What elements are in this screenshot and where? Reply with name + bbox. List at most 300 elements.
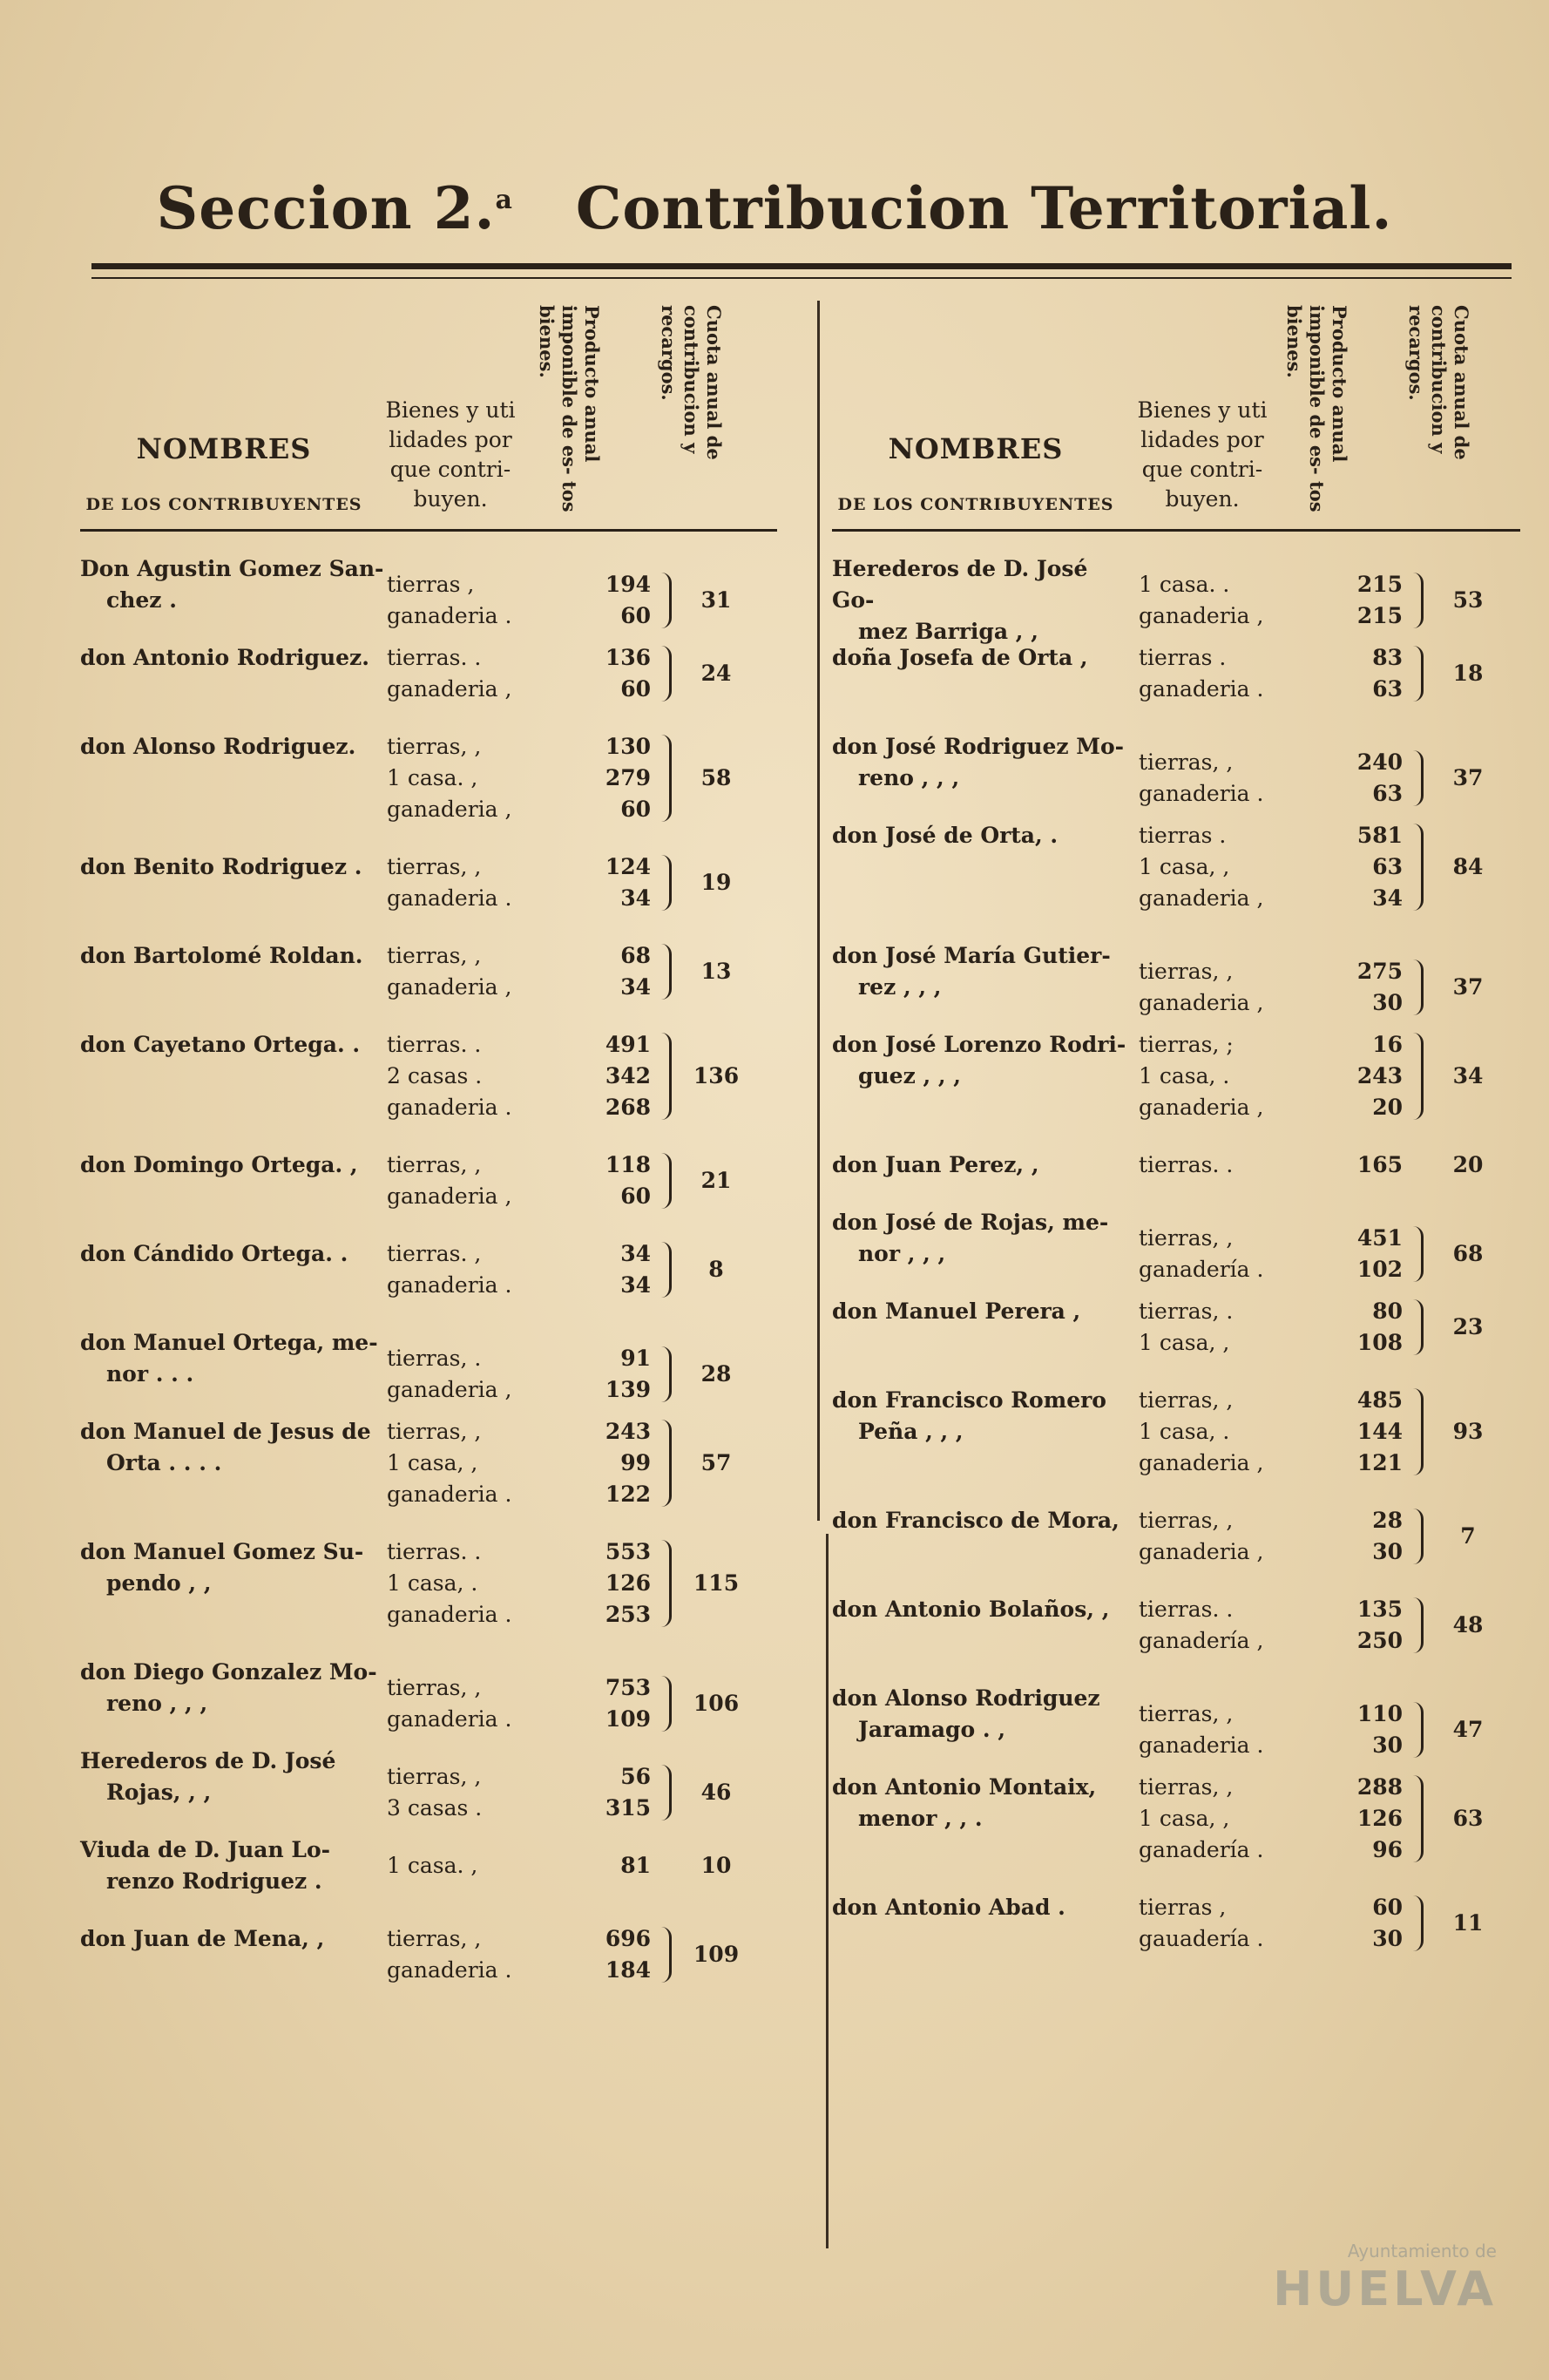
header-cuota: Cuota anual de contribucion y recargos. [1405, 305, 1472, 460]
brace-mark [657, 735, 672, 822]
property-item: ganaderia . [387, 1706, 512, 1732]
property-item: tierras. . [1139, 1597, 1234, 1622]
property-items [387, 1923, 544, 1986]
list-item [80, 1834, 777, 1897]
property-items [1139, 1892, 1295, 1955]
list-item [80, 1536, 777, 1631]
brace-mark [657, 573, 672, 628]
list-item [80, 1149, 777, 1212]
left-table [80, 296, 777, 2012]
contributor-name [832, 553, 1137, 648]
property-item: tierras . [1139, 823, 1227, 848]
list-item [832, 1029, 1529, 1123]
brace-mark [657, 1033, 672, 1120]
product-value: 130 [605, 734, 651, 759]
header-names [832, 432, 1119, 514]
contributor-name [832, 642, 1137, 674]
brace-mark [657, 1420, 672, 1507]
product-values [1320, 1223, 1403, 1285]
header-names-label: NOMBRES [136, 432, 312, 465]
contributor-name [832, 820, 1137, 851]
cuota-value: 21 [700, 1168, 732, 1193]
product-value: 451 [1356, 1225, 1403, 1251]
brace-mark [1409, 1388, 1424, 1475]
property-items [387, 1850, 544, 1882]
brace-mark [657, 1153, 672, 1209]
property-item: ganaderia , [1139, 1539, 1264, 1564]
cuota-value: 31 [700, 587, 732, 613]
property-item: ganaderia . [387, 1957, 512, 1983]
property-items [1139, 1223, 1295, 1285]
brace-mark [1409, 1299, 1424, 1355]
list-item [832, 642, 1529, 705]
contributor-name-line: don Antonio Abad . [832, 1895, 1065, 1920]
product-value: 28 [1372, 1508, 1403, 1533]
header-names-sub: DE LOS CONTRIBUYENTES [837, 495, 1114, 514]
property-items [1139, 642, 1295, 705]
product-value: 68 [620, 943, 651, 968]
property-items [1139, 1149, 1295, 1181]
watermark [1209, 2241, 1497, 2345]
property-item: tierras, , [387, 1764, 482, 1789]
property-item: ganaderia , [1139, 990, 1264, 1015]
contributor-name-line: nor . . . [106, 1361, 194, 1387]
product-value: 485 [1356, 1387, 1403, 1413]
product-values [568, 1149, 651, 1212]
contributor-name-line: don Domingo Ortega. , [80, 1152, 358, 1177]
cuota-value: 93 [1452, 1419, 1484, 1444]
product-value: 96 [1372, 1837, 1403, 1862]
property-item: tierras, , [1139, 749, 1234, 775]
product-value: 102 [1356, 1257, 1403, 1282]
property-item: tierras, . [387, 1346, 482, 1371]
product-values [568, 1416, 651, 1510]
product-values [1320, 569, 1403, 632]
list-item [80, 1746, 777, 1821]
product-value: 275 [1356, 959, 1403, 984]
product-value: 696 [605, 1926, 651, 1951]
product-value: 108 [1356, 1330, 1403, 1355]
property-item: tierras, , [1139, 1387, 1234, 1413]
property-items [387, 642, 544, 705]
brace-mark [657, 1927, 672, 1983]
property-items [387, 1029, 544, 1123]
product-values [1320, 1149, 1403, 1181]
contributor-name-line: Orta . . . . [106, 1450, 222, 1475]
property-item: 1 casa, , [1139, 1806, 1230, 1831]
brace-mark [1409, 1597, 1424, 1653]
title-section: Seccion 2. [156, 174, 496, 242]
property-item: ganaderia . [387, 1095, 512, 1120]
cuota-value: 11 [1452, 1910, 1484, 1936]
property-items [1139, 1772, 1295, 1866]
contributor-name-line: don Manuel Perera , [832, 1298, 1081, 1324]
property-items [387, 1761, 544, 1824]
title-rule-thin [91, 277, 1512, 279]
product-values [1320, 1892, 1403, 1955]
property-item: 1 casa, . [387, 1570, 478, 1596]
product-values [568, 731, 651, 825]
contributor-name-line: pendo , , [106, 1570, 212, 1596]
product-value: 99 [620, 1450, 651, 1475]
contributor-name [80, 553, 385, 616]
product-value: 243 [1356, 1063, 1403, 1088]
contributor-name-line: don Alonso Rodriguez. [80, 734, 356, 759]
product-value: 60 [620, 603, 651, 628]
property-item: ganaderia . [1139, 1732, 1264, 1758]
cuota-value: 68 [1452, 1241, 1484, 1266]
product-values [1320, 1699, 1403, 1761]
property-items [1139, 956, 1295, 1019]
page-title [0, 174, 1549, 242]
brace-mark [657, 1540, 672, 1627]
product-values [1320, 956, 1403, 1019]
product-value: 126 [605, 1570, 651, 1596]
property-item: gauadería . [1139, 1926, 1264, 1951]
product-values [568, 1536, 651, 1631]
list-item [80, 851, 777, 914]
contributor-name-line: don Cayetano Ortega. . [80, 1032, 361, 1057]
product-value: 109 [605, 1706, 651, 1732]
brace-mark [1409, 750, 1424, 806]
table-header [80, 296, 777, 532]
brace-mark [1409, 1033, 1424, 1120]
contributor-name-line: don José de Orta, . [832, 823, 1059, 848]
contributor-name-line: don José Rodriguez Mo- [832, 734, 1125, 759]
property-item: ganaderia , [1139, 1450, 1264, 1475]
property-item: 1 casa, , [1139, 854, 1230, 879]
property-items [387, 569, 544, 632]
list-item [80, 940, 777, 1003]
contributor-name [80, 731, 385, 763]
contributor-name-line: Don Agustin Gomez San- [80, 556, 384, 581]
contributor-name-line: don Benito Rodriguez . [80, 854, 362, 879]
property-item: 2 casas . [387, 1063, 483, 1088]
property-item: 1 casa. . [1139, 572, 1230, 597]
product-value: 553 [605, 1539, 651, 1564]
property-items [1139, 569, 1295, 632]
contributor-name [832, 940, 1137, 1003]
list-item [832, 820, 1529, 914]
property-items [1139, 1594, 1295, 1657]
property-item: tierras. . [1139, 1152, 1234, 1177]
product-value: 118 [605, 1152, 651, 1177]
product-values [568, 569, 651, 632]
cuota-value: 106 [693, 1691, 740, 1716]
product-value: 144 [1356, 1419, 1403, 1444]
brace-mark [1409, 1226, 1424, 1282]
contributor-name-line: don Manuel Ortega, me- [80, 1330, 378, 1355]
cuota-value: 37 [1452, 974, 1484, 1000]
list-item [832, 1683, 1529, 1758]
product-value: 34 [1372, 885, 1403, 911]
property-item: tierras , [387, 572, 475, 597]
product-value: 215 [1356, 603, 1403, 628]
product-value: 56 [620, 1764, 651, 1789]
contributor-name-line: don José Lorenzo Rodri- [832, 1032, 1126, 1057]
list-item [832, 1772, 1529, 1866]
product-value: 80 [1372, 1298, 1403, 1324]
product-value: 60 [620, 676, 651, 702]
contributor-name-line: Rojas, , , [106, 1780, 212, 1805]
property-item: ganaderia , [1139, 1095, 1264, 1120]
contributor-name [80, 940, 385, 972]
product-value: 30 [1372, 1539, 1403, 1564]
property-item: tierras, , [387, 943, 482, 968]
property-item: ganaderia , [387, 1183, 512, 1209]
property-item: tierras , [1139, 1895, 1227, 1920]
brace-mark [657, 1346, 672, 1402]
list-item [80, 1657, 777, 1732]
product-value: 135 [1356, 1597, 1403, 1622]
property-item: ganaderia , [1139, 603, 1264, 628]
contributor-name-line: doña Josefa de Orta , [832, 645, 1088, 670]
product-value: 34 [620, 885, 651, 911]
cuota-value: 115 [693, 1570, 740, 1596]
contributor-name [832, 1683, 1137, 1746]
property-item: 1 casa, . [1139, 1063, 1230, 1088]
contributor-name [80, 1657, 385, 1719]
cuota-value: 8 [708, 1257, 724, 1282]
property-item: tierras. , [387, 1241, 482, 1266]
cuota-value: 57 [700, 1450, 732, 1475]
property-item: 1 casa. , [387, 1853, 478, 1878]
contributor-name-line: reno , , , [858, 765, 960, 790]
product-value: 110 [1356, 1701, 1403, 1726]
product-value: 30 [1372, 1926, 1403, 1951]
cuota-value: 7 [1460, 1523, 1476, 1549]
contributor-name [832, 1892, 1137, 1923]
product-value: 194 [605, 572, 651, 597]
header-producto: Producto anual imponible de es- tos bienes. [536, 305, 603, 512]
property-item: tierras . [1139, 645, 1227, 670]
contributor-name [832, 1505, 1137, 1536]
list-item [832, 940, 1529, 1015]
property-items [1139, 1029, 1295, 1123]
contributor-name [80, 1238, 385, 1270]
product-value: 243 [605, 1419, 651, 1444]
contributor-name-line: don Diego Gonzalez Mo- [80, 1659, 377, 1685]
column-divider-lower [826, 1534, 829, 2248]
list-item [832, 1207, 1529, 1282]
list-item [80, 642, 777, 705]
property-item: ganaderia , [387, 797, 512, 822]
contributor-name-line: reno , , , [106, 1691, 208, 1716]
product-value: 279 [605, 765, 651, 790]
product-values [1320, 1029, 1403, 1123]
product-value: 34 [620, 974, 651, 1000]
list-item [832, 1892, 1529, 1955]
product-values [1320, 1505, 1403, 1568]
cuota-value: 13 [700, 959, 732, 984]
product-value: 30 [1372, 1732, 1403, 1758]
product-values [1320, 642, 1403, 705]
product-value: 20 [1372, 1095, 1403, 1120]
property-item: tierras. . [387, 645, 482, 670]
contributor-name [832, 1029, 1137, 1092]
property-item: tierras. . [387, 1032, 482, 1057]
list-item [832, 1149, 1529, 1181]
product-value: 60 [1372, 1895, 1403, 1920]
list-item [832, 1296, 1529, 1359]
property-items [1139, 1385, 1295, 1479]
property-items [387, 1149, 544, 1212]
cuota-value: 63 [1452, 1806, 1484, 1831]
product-value: 315 [605, 1795, 651, 1821]
cuota-value: 53 [1452, 587, 1484, 613]
product-value: 34 [620, 1272, 651, 1298]
brace-mark [657, 1676, 672, 1732]
product-values [1320, 1594, 1403, 1657]
contributor-name [832, 1149, 1137, 1181]
contributor-name-line: Jaramago . , [858, 1717, 1006, 1742]
cuota-value: 47 [1452, 1717, 1484, 1742]
product-value: 91 [620, 1346, 651, 1371]
list-item [80, 1238, 777, 1301]
property-items [1139, 1699, 1295, 1761]
product-value: 63 [1372, 854, 1403, 879]
title-rule-thick [91, 263, 1512, 269]
property-item: tierras. . [387, 1539, 482, 1564]
cuota-value: 109 [693, 1942, 740, 1967]
property-item: ganaderia , [387, 1377, 512, 1402]
cuota-value: 20 [1452, 1152, 1484, 1177]
property-items [387, 940, 544, 1003]
product-values [568, 1029, 651, 1123]
property-items [387, 1536, 544, 1631]
list-item [832, 1385, 1529, 1479]
contributor-name [80, 1416, 385, 1479]
cuota-value: 24 [700, 661, 732, 686]
property-item: 1 casa, , [1139, 1330, 1230, 1355]
list-item [80, 553, 777, 628]
product-values [568, 1672, 651, 1735]
property-item: ganaderia . [387, 1602, 512, 1627]
contributor-name-line: don José de Rojas, me- [832, 1210, 1109, 1235]
right-table [832, 296, 1520, 1981]
product-value: 215 [1356, 572, 1403, 597]
table-header [832, 296, 1520, 532]
contributor-name [832, 1772, 1137, 1834]
product-value: 124 [605, 854, 651, 879]
cuota-value: 34 [1452, 1063, 1484, 1088]
product-value: 81 [620, 1853, 651, 1878]
contributor-name [832, 1594, 1137, 1625]
list-item [832, 1594, 1529, 1657]
contributor-name-line: don Alonso Rodriguez [832, 1685, 1100, 1711]
cuota-value: 18 [1452, 661, 1484, 686]
contributor-name-line: nor , , , [858, 1241, 946, 1266]
property-item: tierras, , [387, 854, 482, 879]
property-items [1139, 1505, 1295, 1568]
property-item: tierras, , [1139, 1701, 1234, 1726]
product-value: 342 [605, 1063, 651, 1088]
property-items [1139, 1296, 1295, 1359]
left-entries [80, 532, 777, 2012]
contributor-name [80, 1746, 385, 1808]
column-divider-upper [817, 301, 820, 1521]
brace-mark [1409, 573, 1424, 628]
header-names-label: NOMBRES [888, 432, 1064, 465]
contributor-name-line: Herederos de D. José [80, 1748, 336, 1773]
contributor-name-line: chez . [106, 587, 177, 613]
contributor-name [80, 1029, 385, 1061]
list-item [80, 731, 777, 825]
product-values [1320, 1385, 1403, 1479]
property-items [387, 1238, 544, 1301]
contributor-name [80, 1834, 385, 1897]
cuota-value: 19 [700, 870, 732, 895]
contributor-name [832, 1207, 1137, 1270]
header-bienes: Bienes y uti lidades por que contri- buyen. [385, 397, 516, 512]
cuota-value: 48 [1452, 1612, 1484, 1638]
property-item: 1 casa, . [1139, 1419, 1230, 1444]
product-value: 122 [605, 1482, 651, 1507]
contributor-name-line: don Cándido Ortega. . [80, 1241, 348, 1266]
contributor-name-line: renzo Rodriguez . [106, 1868, 322, 1894]
contributor-name [832, 731, 1137, 794]
property-item: tierras, ; [1139, 1032, 1234, 1057]
contributor-name-line: don Antonio Bolaños, , [832, 1597, 1110, 1622]
right-entries [832, 532, 1520, 1981]
list-item [832, 1505, 1529, 1568]
property-items [387, 851, 544, 914]
property-item: 1 casa. , [387, 765, 478, 790]
product-values [1320, 820, 1403, 914]
header-cuota: Cuota anual de contribucion y recargos. [658, 305, 725, 460]
property-item: tierras, , [1139, 1225, 1234, 1251]
list-item [80, 1327, 777, 1402]
product-value: 16 [1372, 1032, 1403, 1057]
contributor-name [80, 851, 385, 883]
property-item: tierras, , [387, 1675, 482, 1700]
product-value: 136 [605, 645, 651, 670]
contributor-name-line: don Bartolomé Roldan. [80, 943, 363, 968]
product-value: 63 [1372, 676, 1403, 702]
product-value: 184 [605, 1957, 651, 1983]
property-item: tierras, , [387, 1419, 482, 1444]
watermark-line1: Ayuntamiento de [1347, 2241, 1497, 2261]
brace-mark [657, 1242, 672, 1298]
cuota-value: 10 [700, 1853, 732, 1878]
brace-mark [657, 1765, 672, 1821]
property-item: ganaderia , [387, 676, 512, 702]
brace-mark [657, 944, 672, 1000]
contributor-name [80, 1536, 385, 1599]
product-value: 34 [620, 1241, 651, 1266]
product-value: 83 [1372, 645, 1403, 670]
brace-mark [1409, 824, 1424, 911]
brace-mark [1409, 1775, 1424, 1862]
contributor-name-line: Peña , , , [858, 1419, 964, 1444]
contributor-name-line: don Francisco Romero [832, 1387, 1106, 1413]
contributor-name [80, 1149, 385, 1181]
cuota-value: 58 [700, 765, 732, 790]
cuota-value: 84 [1452, 854, 1484, 879]
title-superscript: a [495, 185, 513, 215]
contributor-name-line: don Manuel Gomez Su- [80, 1539, 364, 1564]
property-items [387, 731, 544, 825]
property-item: ganadería . [1139, 1257, 1264, 1282]
contributor-name [80, 642, 385, 674]
contributor-name [832, 1385, 1137, 1448]
product-value: 253 [605, 1602, 651, 1627]
product-values [1320, 1772, 1403, 1866]
contributor-name-line: rez , , , [858, 974, 942, 1000]
product-value: 753 [605, 1675, 651, 1700]
property-items [387, 1416, 544, 1510]
product-value: 60 [620, 1183, 651, 1209]
